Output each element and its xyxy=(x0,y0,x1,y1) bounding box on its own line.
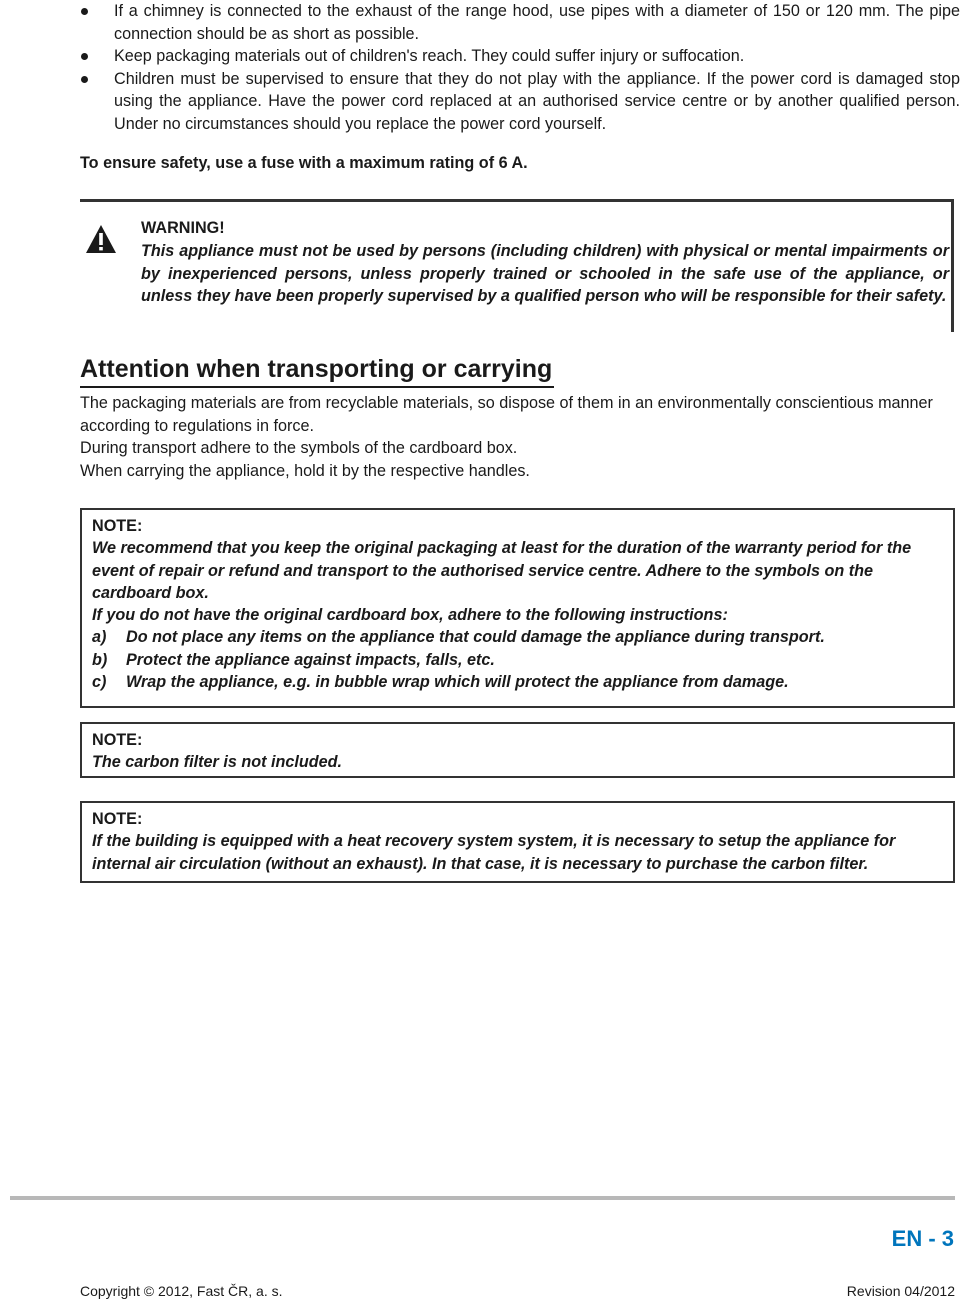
instruction-text: Protect the appliance against impacts, falls, etc. xyxy=(126,650,495,669)
warning-triangle-icon xyxy=(85,224,117,254)
note-text: If the building is equipped with a heat recovery system system, it is necessary to setup the appliance for internal air circulation (without an exhaust). In that case, it is necessary to purchase the carbon filter. xyxy=(92,832,896,873)
transport-section xyxy=(80,392,960,482)
instruction-item xyxy=(92,649,943,671)
note-box-carbon-filter xyxy=(80,722,955,778)
note-instructions-intro: If you do not have the original cardboard box, adhere to the following instructions: xyxy=(92,606,728,625)
transport-paragraph: The packaging materials are from recyclable materials, so dispose of them in an environmentally conscientious manner according to regulations in force. xyxy=(80,394,933,435)
note-text: The carbon filter is not included. xyxy=(92,753,343,772)
fuse-note: To ensure safety, use a fuse with a maximum rating of 6 A. xyxy=(80,154,528,172)
bullet-text: Children must be supervised to ensure that they do not play with the appliance. If the power cord is damaged stop using the appliance. Have the power cord replaced at an authorised service centre or by another qualified person. Under no circumstances should you replace the power cord yourself. xyxy=(114,69,960,133)
revision-label: Revision xyxy=(846,1283,901,1299)
instruction-text: Do not place any items on the appliance that could damage the appliance during transport. xyxy=(126,628,825,647)
transport-paragraph: When carrying the appliance, hold it by the respective handles. xyxy=(80,461,530,480)
copyright-text: Copyright © 2012, Fast ČR, a. s. xyxy=(80,1283,283,1299)
note-label: NOTE: xyxy=(92,810,143,828)
page-number: EN - 3 xyxy=(891,1226,954,1251)
bullet-item xyxy=(80,0,960,45)
bullet-dot-icon xyxy=(81,53,88,60)
bullet-item xyxy=(80,45,960,68)
warning-title: WARNING! xyxy=(141,219,225,237)
revision-value: 04/2012 xyxy=(904,1283,955,1299)
note-text: We recommend that you keep the original packaging at least for the duration of the warranty period for the event of repair or refund and transport to the authorised service centre. Adhere to the symbols on the cardboard box. xyxy=(92,539,912,602)
bullet-item xyxy=(80,68,960,136)
note-box-packaging xyxy=(80,508,955,708)
transport-paragraph: During transport adhere to the symbols of the cardboard box. xyxy=(80,439,518,457)
bullet-text: Keep packaging materials out of children's reach. They could suffer injury or suffocation. xyxy=(114,47,745,65)
heading-underline xyxy=(80,386,554,388)
instruction-marker: c) xyxy=(92,673,107,692)
bullet-text: If a chimney is connected to the exhaust of the range hood, use pipes with a diameter of 150 or 120 mm. The pipe connection should be as short as possible. xyxy=(114,2,960,43)
note-label: NOTE: xyxy=(92,731,143,749)
bullet-dot-icon xyxy=(81,8,88,15)
safety-bullet-list xyxy=(80,0,960,135)
note-box-heat-recovery xyxy=(80,801,955,883)
bullet-dot-icon xyxy=(81,76,88,83)
instruction-item xyxy=(92,671,943,693)
instruction-list xyxy=(92,626,943,693)
instruction-item xyxy=(92,626,943,648)
warning-text: This appliance must not be used by persons (including children) with physical or mental impairments or by inexperienced persons, unless properly trained or schooled in the safe use of the appliance, or unless they have been properly supervised by a qualified person who will be responsible for their safety. xyxy=(141,242,949,305)
instruction-marker: b) xyxy=(92,650,108,669)
instruction-text: Wrap the appliance, e.g. in bubble wrap which will protect the appliance from damage. xyxy=(126,673,789,692)
note-label: NOTE: xyxy=(92,517,143,535)
footer-divider xyxy=(10,1196,955,1200)
transport-heading: Attention when transporting or carrying xyxy=(80,355,553,383)
warning-box xyxy=(80,199,954,332)
revision-info xyxy=(847,1283,955,1299)
instruction-marker: a) xyxy=(92,628,107,647)
